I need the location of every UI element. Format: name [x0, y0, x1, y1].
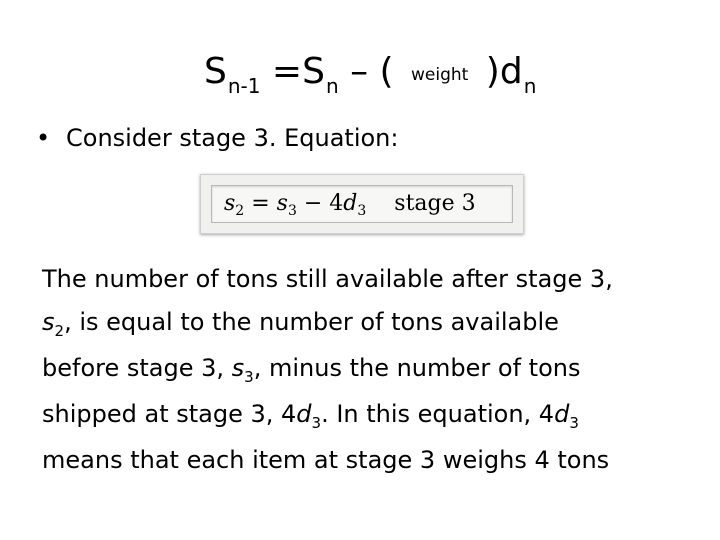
p-s3-sub: 3 [244, 368, 254, 386]
title-s-left: S [204, 51, 227, 92]
eq-equals: = [244, 191, 277, 216]
p-d3-var: d [296, 400, 312, 428]
title-close-d: )d [474, 51, 523, 92]
explanation-paragraph [42, 258, 682, 482]
paragraph-line-3 [42, 347, 682, 393]
p-line3-rest: , minus the number of tons [253, 354, 581, 382]
eq-s2-var: s [224, 191, 236, 216]
bullet-item [36, 120, 398, 156]
p-line4-pre: shipped at stage 3, 4 [42, 400, 297, 428]
p-d3-sub-2: 3 [569, 414, 579, 432]
title-subscript-n-right: n [523, 74, 537, 98]
p-s2-sub: 2 [54, 322, 65, 340]
paragraph-line-1: The number of tons still available after stage 3, [42, 265, 613, 293]
eq-d3-var: d [343, 191, 358, 216]
equation-image [200, 174, 524, 234]
eq-stage-label: stage 3 [394, 191, 476, 216]
p-s2-var: s [42, 308, 55, 336]
eq-d3-sub: 3 [357, 203, 367, 219]
equation-formula [211, 185, 513, 223]
eq-s2-sub: 2 [235, 203, 245, 219]
p-s3-var: s [231, 354, 245, 382]
slide-title [204, 48, 564, 102]
p-d3-var-2: d [554, 400, 570, 428]
paragraph-line-5: means that each item at stage 3 weighs 4 tons [42, 446, 610, 474]
paragraph-line-2 [42, 301, 682, 347]
bullet-text: Consider stage 3. Equation: [66, 124, 399, 152]
title-dash-paren: – ( [338, 51, 406, 92]
title-weight: weight [411, 65, 469, 85]
title-subscript-n-minus-1: n-1 [227, 74, 261, 98]
eq-s3-sub: 3 [287, 203, 297, 219]
title-equals-s: =S [260, 51, 325, 92]
eq-minus-coeff: − 4 [296, 191, 344, 216]
p-line2-rest: , is equal to the number of tons available [64, 308, 559, 336]
paragraph-line-4 [42, 393, 682, 439]
eq-s3-var: s [276, 191, 288, 216]
p-line3-pre: before stage 3, [42, 354, 232, 382]
bullet-marker: • [36, 124, 51, 152]
p-d3-sub: 3 [311, 414, 322, 432]
title-subscript-n: n [325, 74, 339, 98]
p-line4-mid: . In this equation, 4 [321, 400, 555, 428]
